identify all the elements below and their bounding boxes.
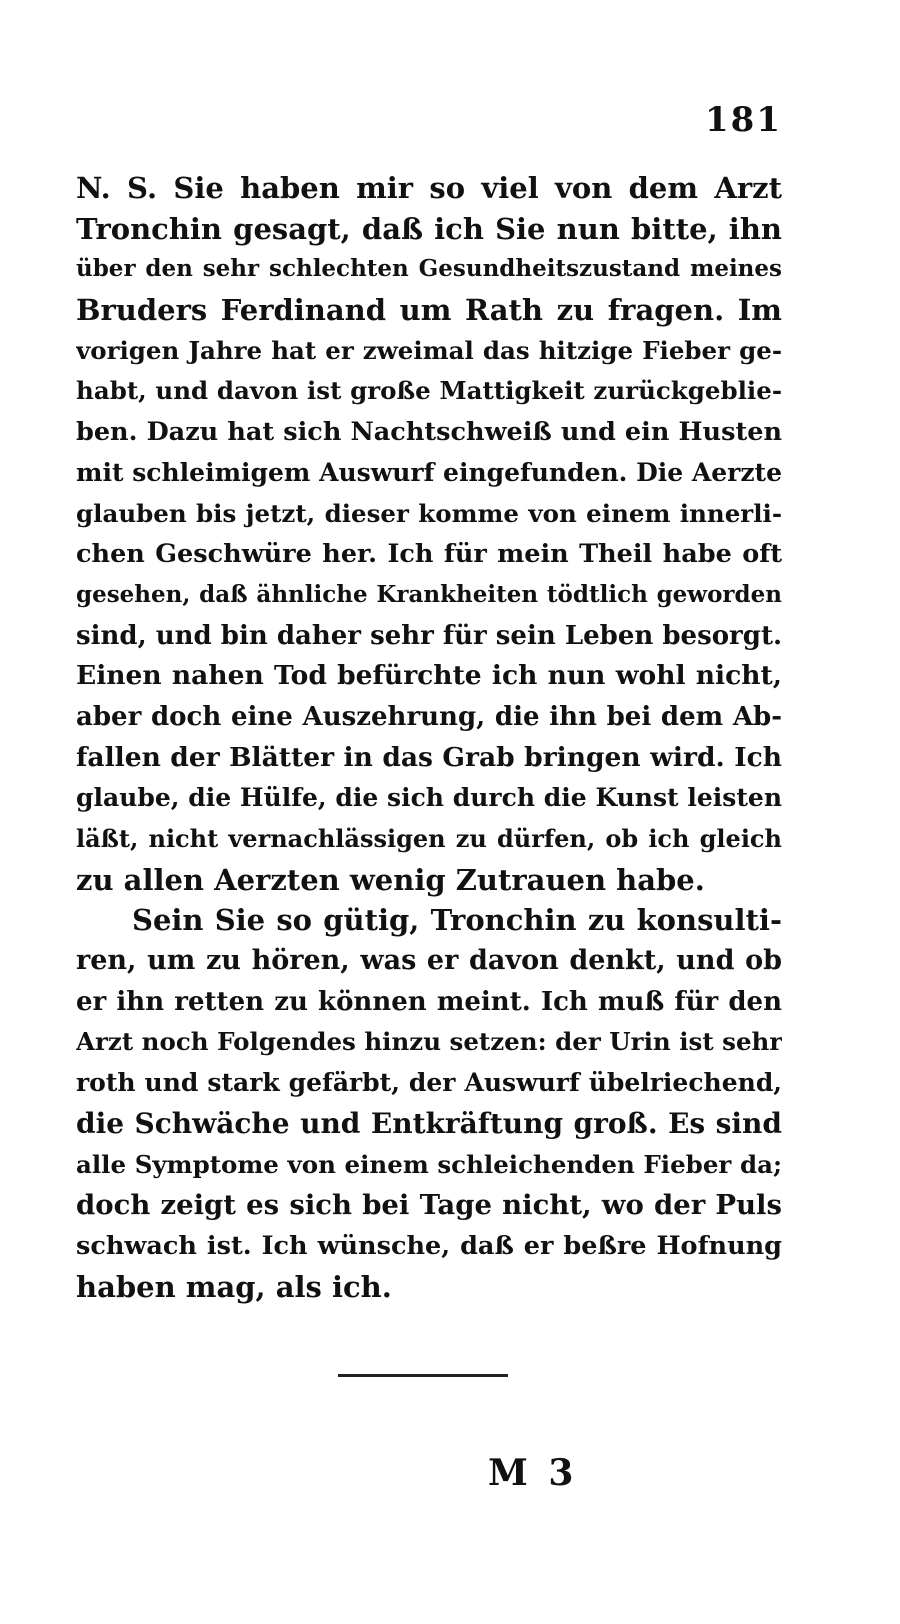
- signature-mark: M 3: [488, 1452, 578, 1494]
- text-line: ben. Dazu hat sich Nachtschweiß und ein Husten: [76, 417, 782, 448]
- text-line: N. S. Sie haben mir so viel von dem Arzt: [76, 171, 782, 205]
- text-line: die Schwäche und Entkräftung groß. Es sind: [76, 1106, 782, 1140]
- text-line: ren, um zu hören, was er davon denkt, und ob: [76, 945, 782, 977]
- text-line: haben mag, als ich.: [76, 1269, 392, 1304]
- text-line: fallen der Blätter in das Grab bringen wird. Ich: [76, 741, 782, 773]
- text-line: Arzt noch Folgendes hinzu setzen: der Urin ist sehr: [76, 1027, 782, 1057]
- page-number: 181: [705, 100, 782, 140]
- text-line: doch zeigt es sich bei Tage nicht, wo der Puls: [76, 1189, 782, 1222]
- text-line: mit schleimigem Auswurf eingefunden. Die Aerzte: [76, 457, 782, 487]
- text-line: habt, und davon ist große Mattigkeit zurückgeblie-: [76, 376, 782, 406]
- text-line: gesehen, daß ähnliche Krankheiten tödtlich geworden: [76, 580, 782, 608]
- text-line: glaube, die Hülfe, die sich durch die Kunst leisten: [76, 783, 782, 813]
- text-line: zu allen Aerzten wenig Zutrauen habe.: [76, 862, 705, 897]
- text-line: vorigen Jahre hat er zweimal das hitzige Fieber ge-: [76, 335, 782, 365]
- text-line: sind, und bin daher sehr für sein Leben besorgt.: [76, 620, 782, 651]
- text-line: über den sehr schlechten Gesundheitszustand meines: [76, 255, 782, 283]
- text-line: chen Geschwüre her. Ich für mein Theil habe oft: [76, 539, 782, 570]
- text-line: aber doch eine Auszehrung, die ihn bei dem Ab-: [76, 701, 782, 732]
- text-line: läßt, nicht vernachlässigen zu dürfen, ob ich gleich: [76, 824, 782, 853]
- text-line: schwach ist. Ich wünsche, daß er beßre Hofnung: [76, 1230, 782, 1261]
- text-line: er ihn retten zu können meint. Ich muß für den: [76, 986, 782, 1017]
- text-line: Bruders Ferdinand um Rath zu fragen. Im: [76, 293, 782, 328]
- text-line: roth und stark gefärbt, der Auswurf übelriechend,: [76, 1068, 782, 1098]
- text-line: Sein Sie so gütig, Tronchin zu konsulti-: [132, 903, 782, 938]
- text-line: alle Symptome von einem schleichenden Fieber da;: [76, 1149, 782, 1179]
- text-line: Einen nahen Tod befürchte ich nun wohl nicht,: [76, 660, 782, 692]
- text-line: glauben bis jetzt, dieser komme von einem innerli-: [76, 498, 782, 528]
- letter-text: [76, 168, 782, 1307]
- text-line: Tronchin gesagt, daß ich Sie nun bitte, ihn: [76, 211, 782, 246]
- section-divider: [338, 1374, 508, 1377]
